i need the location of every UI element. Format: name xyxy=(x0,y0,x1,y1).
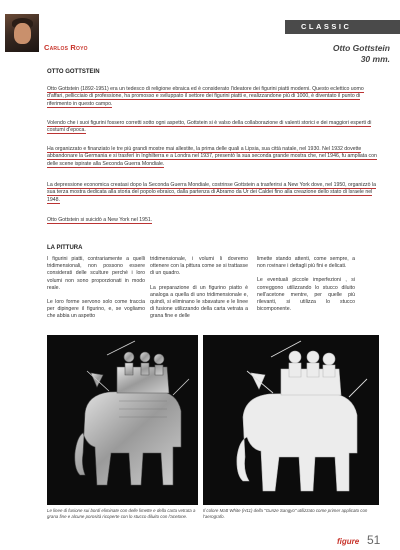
section-tag: CLASSIC xyxy=(285,20,400,34)
page-number: 51 xyxy=(367,533,381,547)
column-paragraph: tridimensionale, i volumi li dovremo ottenere con la pittura come se si trattasse di un quadro. xyxy=(150,256,248,277)
column-paragraph: I figurini piatti, contrariamente a quelli tridimensionali, non possono essere considerati delle sculture perché i loro volumi non sono proporzionati in modo reale. xyxy=(47,256,145,291)
body-paragraph: Otto Gottstein si suicidò a New York nel 1951. xyxy=(47,217,153,223)
column-paragraph: La preparazione di un figurino piatto è analoga a quella di uno tridimensionale e, quindi, si eliminano le sbavature e le linee di fusione utilizzando della carta vetrata a grana fine e delle xyxy=(150,284,248,320)
column-paragraph: Le eventuali piccole imperfezioni , si correggono utilizzando lo stucco diluito nell'acetone mentre, per quelle più rilevanti, si utilizza lo stucco bicomponente. xyxy=(257,277,355,313)
war-elephant-figure-icon xyxy=(47,335,198,505)
body-paragraph: La depressione economica creatasi dopo la Seconda Guerra Mondiale, costrinse Gottstein a trasferirsi a New York dove, nel 1950, organizzò la sua terza mostra dedicata alla storia del popolo ebraico, dalla partenza di Abramo da Ur dei Caldei fino alla creazione dello stato di Israele nel 1948. xyxy=(47,182,377,203)
author-name: Carlos Royo xyxy=(44,43,88,52)
text-column-3 xyxy=(257,256,355,313)
elephant-photo-bare-metal xyxy=(47,335,198,505)
article-scale: 30 mm. xyxy=(360,54,390,64)
article-title: Otto Gottstein xyxy=(332,43,390,53)
column-paragraph: limette stando attenti, come sempre, a non rovinare i dettagli più fini e delicati. xyxy=(257,256,355,270)
author-photo xyxy=(5,14,39,52)
body-paragraph: Otto Gottstein (1892-1951) era un tedesco di religione ebraica ed è considerato l'ideatore dei figurini piatti moderni. Questo eclettico uomo d'affari, pellicciaio di professione, ha promosso e sviluppato il settore dei figurini piatti e, realizzandone più di 1000, è diventato il punto di riferimento in questo campo. xyxy=(47,86,364,107)
photo-caption-2: Il colore Matt White (H11) della "Gunze Sangyo" utilizzato come primer applicato con l'aerografo. xyxy=(203,508,368,519)
text-column-2 xyxy=(150,256,248,321)
war-elephant-figure-icon xyxy=(203,335,379,505)
body-paragraph: Volendo che i suoi figurini fossero corretti sotto ogni aspetto, Gottstein si è valso della collaborazione di valenti storici e dei maggiori esperti di costumi d'epoca. xyxy=(47,120,372,134)
elephant-photo-primed-white xyxy=(203,335,379,505)
body-paragraph: Ha organizzato e finanziato le tre più grandi mostre mai allestite, la prima delle quali a Lipsia, sua città natale, nel 1930. Nel 1932 dovette abbandonare la Germania e si trasferì in Inghilterra e a Londra nel 1937, presentò la sua seconda grande mostra che, nel 1946, fu ampliata con delle scene ispirate alla Seconda Guerra Mondiale. xyxy=(47,146,377,167)
photo-caption-1: Le linee di fusione sui bordi eliminate con delle limette e della carta vetrata a grana fine e alcune porosità ricoperte con lo stucco diluito con l'acetone. xyxy=(47,508,196,519)
section-heading-biography: OTTO GOTTSTEIN xyxy=(47,69,100,75)
section-heading-painting: LA PITTURA xyxy=(47,245,83,251)
magazine-logo: figure xyxy=(337,537,360,546)
text-column-1 xyxy=(47,256,145,321)
column-paragraph: Le loro forme servono solo come traccia per dipingere il figurino, e, se vogliamo che abbia un aspetto xyxy=(47,299,145,320)
